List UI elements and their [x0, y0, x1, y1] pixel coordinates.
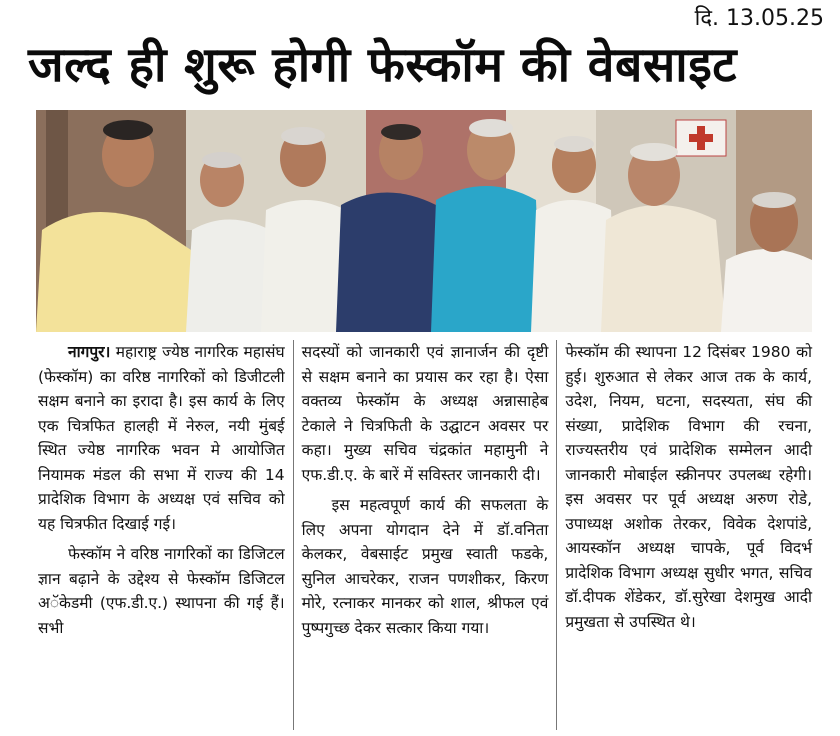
publication-date: दि. 13.05.25 [694, 6, 824, 31]
article-paragraph: इस महत्वपूर्ण कार्य की सफलता के लिए अपना योगदान देने में डॉ.वनिता केलकर, वेबसाईट प्रमुख स्वाती फडके, सुनिल आचरेकर, राजन पणशीकर, किरण मोरे, रत्नाकर मानकर को शाल, श्रीफल एवं पुष्पगुच्छ देकर सत्कार किया गया। [301, 496, 549, 637]
article-paragraph: फेस्कॉम की स्थापना 12 दिसंबर 1980 को हुई। शुरुआत से लेकर आज तक के कार्य, उदेश, नियम, घटना, सदस्यता, संघ की संख्या, प्रादेशिक विभाग की रचना, राज्यस्तरीय एवं प्रादेशिक सम्मेलन आदी जानकारी मोबाईल स्क्रीनपर उपलब्ध रहेगी। इस अवसर पर पूर्व अध्यक्ष अरुण रोडे, उपाध्यक्ष अशोक तेरकर, विवेक देशपांडे, आयस्कॉन अध्यक्ष चापके, पूर्व विदर्भ प्रादेशिक विभाग अध्यक्ष सुधीर भगत, सचिव डॉ.दीपक शेंडेकर, डॉ.सुरेखा देशमुख आदी प्रमुखता से उपस्थित थे। [565, 343, 813, 631]
group-photo-illustration [36, 110, 812, 332]
article-column-3 [556, 340, 820, 730]
article-text: महाराष्ट्र ज्येष्ठ नागरिक महासंघ (फेस्कॉम) का वरिष्ठ नागरिकों को डिजीटली सक्षम बनाने का इरादा है। इस कार्य के लिए एक चित्रफित हालही में नेरुल, नयी मुंबई स्थित ज्येष्ठ नागरिक भवन मे आयोजित नियामक मंडल की सभा में राज्य की 14 प्रादेशिक विभाग के अध्यक्ष एवं सचिव को यह चित्रफीत दिखाई गई। [38, 343, 285, 533]
article-column-1 [36, 340, 293, 730]
headline: जल्द ही शुरू होगी फेस्कॉम की वेबसाइट [28, 37, 738, 93]
article-column-2 [293, 340, 557, 730]
dateline: नागपुर। [68, 343, 111, 361]
article-paragraph: सदस्यों को जानकारी एवं ज्ञानार्जन की दृष्टी से सक्षम बनाने का प्रयास कर रहा है। ऐसा वक्तव्य फेस्कॉम के अध्यक्ष अन्नासाहेब टेकाले ने चित्रफिती के उद्घाटन अवसर पर कहा। मुख्य सचिव चंद्रकांत महामुनी ने एफ.डी.ए. के बारें में सविस्तर जानकारी दी। [301, 343, 549, 484]
article-paragraph: फेस्कॉम ने वरिष्ठ नागरिकों का डिजिटल ज्ञान बढ़ाने के उद्देश्य से फेस्कॉम डिजिटल अॅकेडमी (एफ.डी.ए.) स्थापना की गई हैं। सभी [38, 545, 285, 637]
group-photo [36, 110, 812, 332]
article-paragraph [38, 340, 285, 536]
article-body [36, 340, 820, 730]
